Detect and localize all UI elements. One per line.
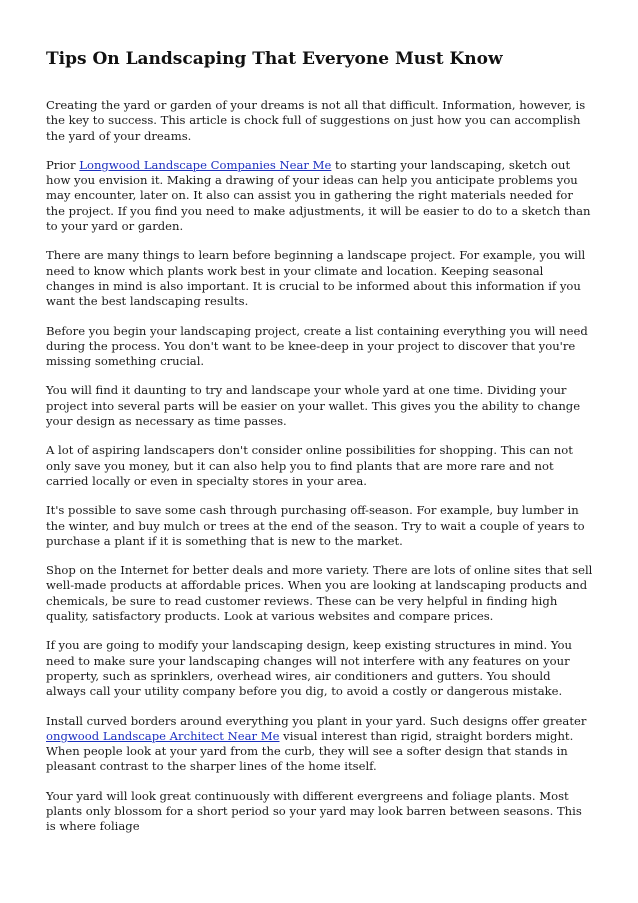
paragraph-evergreens: Your yard will look great continuously with different evergreens and foliage plants. Most plants only blossom for a short period so your yard may look barren between seasons. This is where foliage <box>46 788 582 834</box>
paragraph-list: Before you begin your landscaping project, create a list containing everything you will need during the process. You don't want to be knee-deep in your project to discover that you're missing something crucial. <box>46 323 588 369</box>
document-page <box>46 48 594 849</box>
paragraph-text: visual interest than rigid, straight borders might. When people look at your yard from the curb, they will see a softer design that stands in pleasant contrast to the sharper lines of the home itself. <box>46 728 574 774</box>
paragraph-sketch <box>46 158 594 234</box>
paragraph-text: Install curved borders around everything you plant in your yard. Such designs offer greater <box>46 713 587 728</box>
paragraph-shop-internet: Shop on the Internet for better deals and more variety. There are lots of online sites that sell well-made products at affordable prices. When you are looking at landscaping products and chemicals, be sure to read customer reviews. These can be very helpful in finding high quality, satisfactory products. Look at various websites and compare prices. <box>46 563 593 624</box>
paragraph-learn: There are many things to learn before beginning a landscape project. For example, you will need to know which plants work best in your climate and location. Keeping seasonal changes in mind is also important. It is crucial to be informed about this information if you want the best landscaping results. <box>46 248 586 309</box>
paragraph-text: Prior <box>46 157 80 172</box>
page-title: Tips On Landscaping That Everyone Must Know <box>46 49 503 69</box>
paragraph-dividing: You will find it daunting to try and landscape your whole yard at one time. Dividing your project into several parts will be easier on your wallet. This gives you the ability to change your design as necessary as time passes. <box>46 383 581 429</box>
longwood-landscape-architect-link[interactable]: ongwood Landscape Architect Near Me <box>46 728 280 743</box>
longwood-landscape-companies-link[interactable]: Longwood Landscape Companies Near Me <box>79 157 332 172</box>
paragraph-structures: If you are going to modify your landscaping design, keep existing structures in mind. You need to make sure your landscaping changes will not interfere with any features on your property, such as sprinklers, overhead wires, air conditioners and gutters. You should always call your utility company before you dig, to avoid a costly or dangerous mistake. <box>46 638 572 699</box>
paragraph-curved-borders <box>46 714 594 775</box>
paragraph-text: to starting your landscaping, sketch out how you envision it. Making a drawing of your ideas can help you anticipate problems you may encounter, later on. It also can assist you in gathering the right materials needed for the project. If you find you need to make adjustments, it will be easier to do to a sketch than to your yard or garden. <box>46 157 591 234</box>
paragraph-online: A lot of aspiring landscapers don't consider online possibilities for shopping. This can not only save you money, but it can also help you to find plants that are more rare and not carried locally or even in specialty stores in your area. <box>46 443 573 488</box>
paragraph-intro: Creating the yard or garden of your dreams is not all that difficult. Information, however, is the key to success. This article is chock full of suggestions on just how you can accomplish the yard of your dreams. <box>46 98 586 143</box>
paragraph-off-season: It's possible to save some cash through purchasing off-season. For example, buy lumber in the winter, and buy mulch or trees at the end of the season. Try to wait a couple of years to purchase a plant if it is something that is new to the market. <box>46 503 585 548</box>
